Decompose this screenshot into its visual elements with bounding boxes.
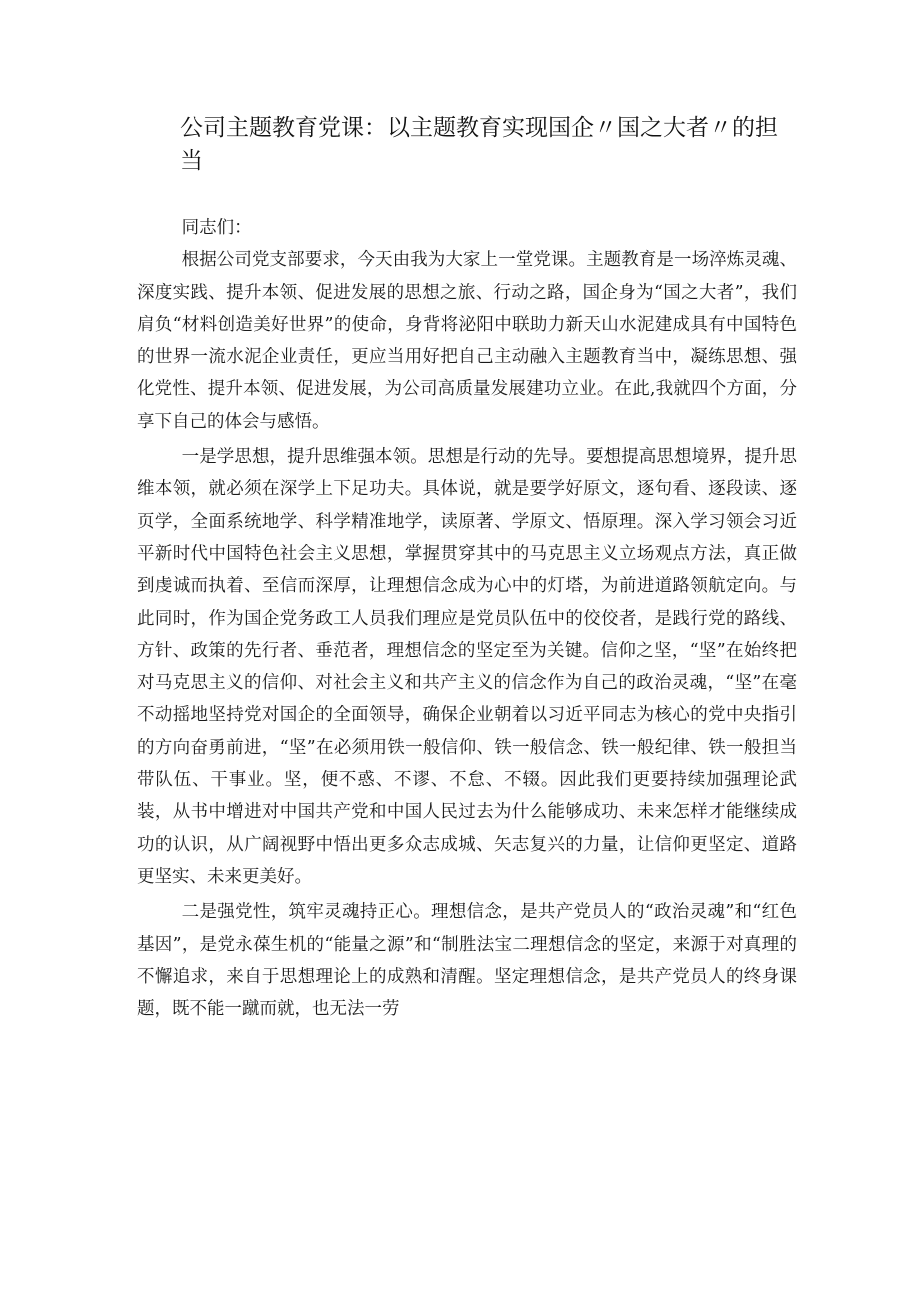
- paragraph-strengthen-party-spirit: 二是强党性，筑牢灵魂持正心。理想信念，是共产党员人的“政治灵魂”和“红色基因”，是党永葆生机的“能量之源”和“制胜法宝二理想信念的坚定，来源于对真理的不懈追求，来自于思想理论上的成熟和清醒。坚定理想信念，是共产党员人的终身课题，既不能一蹴而就，也无法一劳: [137, 902, 797, 1020]
- paragraph-intro: 根据公司党支部要求，今天由我为大家上一堂党课。主题教育是一场淬炼灵魂、深度实践、提升本领、促进发展的思想之旅、行动之路，国企身为“国之大者”，我们肩负“材料创造美好世界”的使命，身背将泌阳中联助力新天山水泥建成具有中国特色的世界一流水泥企业责任，更应当用好把自己主动融入主题教育当中，凝练思想、强化党性、提升本领、促进发展，为公司高质量发展建功立业。在此,我就四个方面，分享下自己的体会与感悟。: [137, 250, 797, 432]
- paragraph-study-thought: 一是学思想，提升思维强本领。思想是行动的先导。要想提高思想境界，提升思维本领，就必须在深学上下足功夫。具体说，就是要学好原文，逐句看、逐段读、逐页学，全面系统地学、科学精准地学，读原著、学原文、悟原理。深入学习领会习近平新时代中国特色社会主义思想，掌握贯穿其中的马克思主义立场观点方法，真正做到虔诚而执着、至信而深厚，让理想信念成为心中的灯塔，为前进道路领航定向。与此同时，作为国企党务政工人员我们理应是党员队伍中的佼佼者，是践行党的路线、方针、政策的先行者、垂范者，理想信念的坚定至为关键。信仰之坚，“坚”在始终把对马克思主义的信仰、对社会主义和共产主义的信念作为自己的政治灵魂，“坚”在毫不动摇地坚持党对国企的全面领导，确保企业朝着以习近平同志为核心的党中央指引的方向奋勇前进，“坚”在必须用铁一般信仰、铁一般信念、铁一般纪律、铁一般担当带队伍、干事业。坚，便不惑、不谬、不怠、不辍。因此我们更要持续加强理论武装，从书中增进对中国共产党和中国人民过去为什么能够成功、未来怎样才能继续成功的认识，从广阔视野中悟出更多众志成城、矢志复兴的力量，让信仰更坚定、道路更坚实、未来更美好。: [137, 447, 797, 887]
- salutation: 同志们：: [181, 218, 252, 238]
- document-title: 公司主题教育党课：以主题教育实现国企〃国之大者〃的担当: [180, 115, 778, 174]
- document-body: [137, 212, 797, 1025]
